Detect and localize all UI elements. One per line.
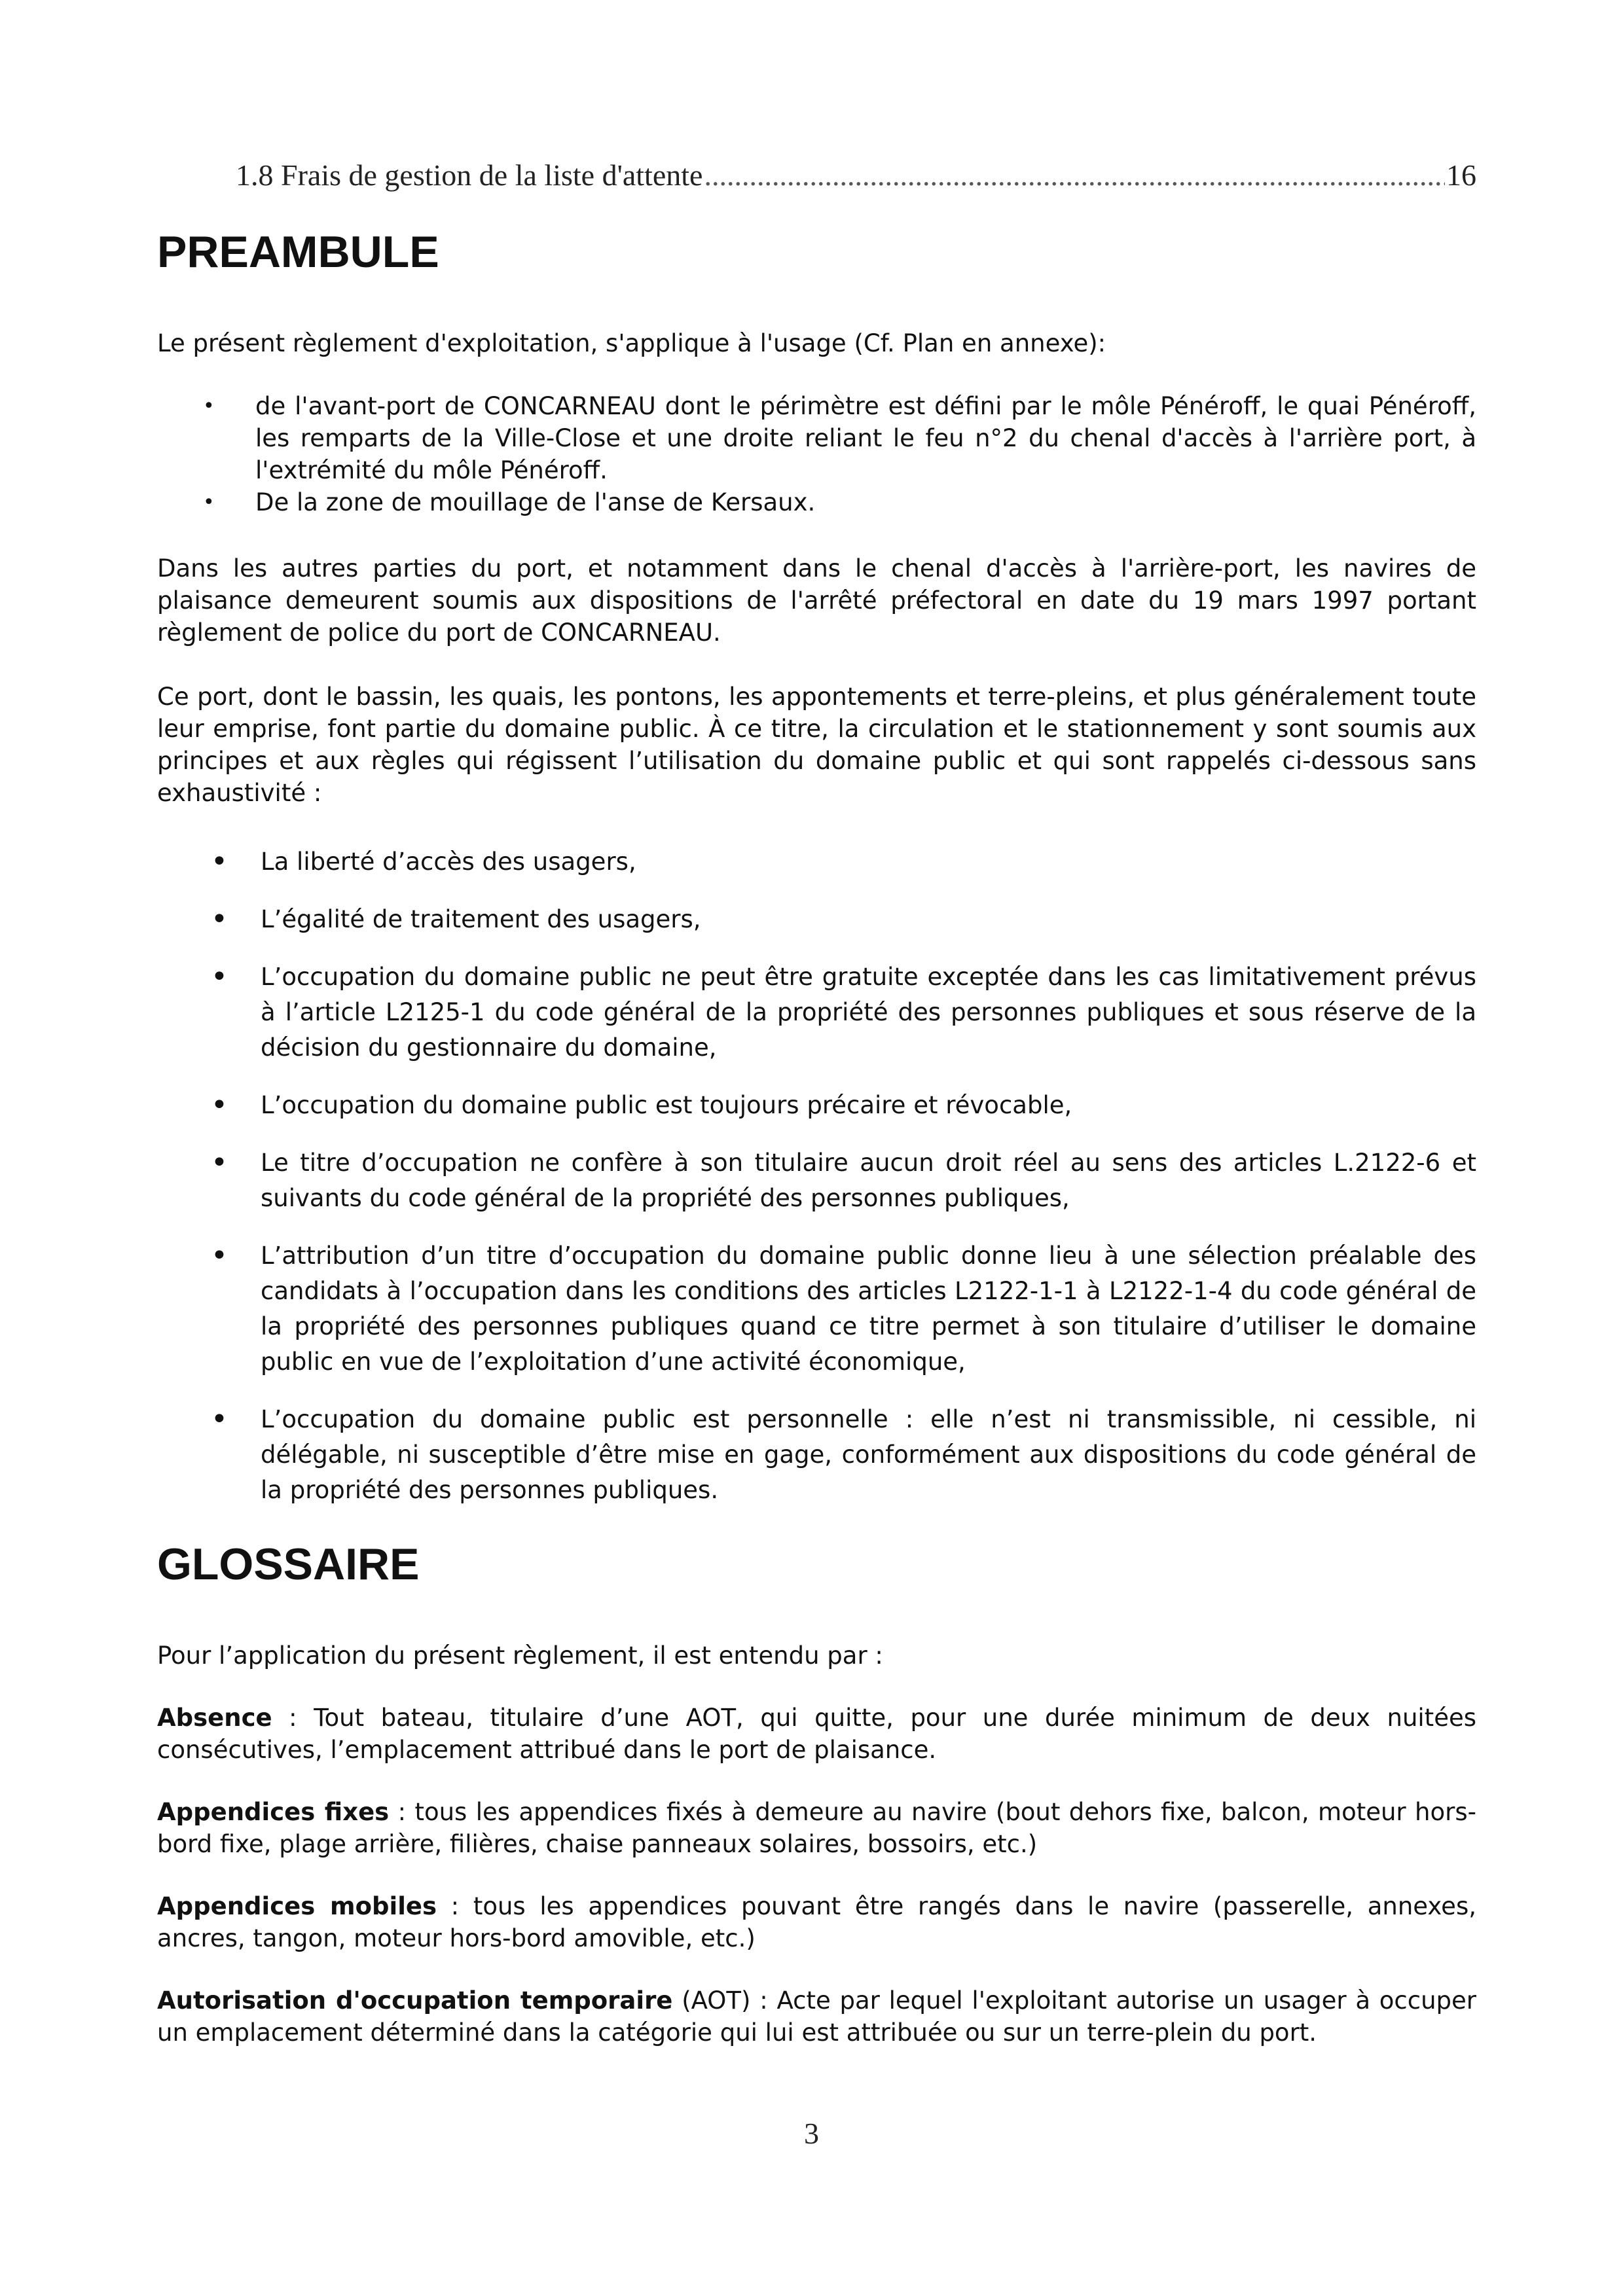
bullet-icon: • [211, 1146, 228, 1179]
bullet-icon: • [203, 491, 215, 514]
principle-item: • L’égalité de traitement des usagers, [211, 903, 701, 936]
preambule-paragraph-1: Dans les autres parties du port, et notamment dans le chenal d'accès à l'arrière-port, les navires de plaisance demeurent soumis aux dispositions de l'arrêté préfectoral en date du 19 mars 1997 portant règlement de police du port de CONCARNEAU. [157, 554, 1476, 647]
bullet-icon: • [211, 1088, 228, 1122]
principles-list [157, 844, 1476, 1508]
section-title-preambule: PREAMBULE [157, 227, 439, 277]
bullet-icon: • [211, 960, 228, 994]
principle-item: • La liberté d’accès des usagers, [211, 845, 636, 878]
preambule-paragraph-2: Ce port, dont le bassin, les quais, les pontons, les appontements et terre-pleins, et plus généralement toute leur emprise, font partie du domaine public. À ce titre, la circulation et le stationnement y sont soumis aux principes et aux règles qui régissent l’utilisation du domaine public et qui sont rappelés ci-dessous sans exhaustivité : [157, 683, 1476, 807]
glossary-definition: (AOT) : Acte par lequel l'exploitant autorise un usager à occuper un emplacement déterminé dans la catégorie qui lui est attribuée ou sur un terre-plein du port. [157, 1986, 1476, 2047]
glossary-definition: tous les appendices fixés à demeure au navire (bout dehors fixe, balcon, moteur hors-bord fixe, plage arrière, filières, chaise panneaux solaires, bossoirs, etc.) [157, 1798, 1476, 1858]
glossary-term: Autorisation d'occupation temporaire [157, 1986, 673, 2015]
principle-item: • L’occupation du domaine public est toujours précaire et révocable, [211, 1088, 1072, 1122]
glossary-entry: Absence : Tout bateau, titulaire d’une AOT, qui quitte, pour une durée minimum de deux nuitées consécutives, l’emplacement attribué dans le port de plaisance. [157, 1704, 1476, 1764]
bullet-icon: • [203, 395, 215, 418]
bullet-icon: • [211, 903, 228, 936]
glossary-term: Appendices fixes [157, 1798, 390, 1826]
scope-item: • de l'avant-port de CONCARNEAU dont le périmètre est défini par le môle Pénéroff, le quai Pénéroff, les remparts de la Ville-Close et une droite reliant le feu n°2 du chenal d'accès à l'arrière port, à l'extrémité du môle Pénéroff. [157, 390, 1476, 486]
bullet-icon: • [211, 1403, 228, 1436]
bullet-icon: • [211, 1239, 228, 1272]
glossary-term: Absence [157, 1704, 272, 1732]
page-number: 3 [804, 2117, 819, 2150]
principle-item: • L’attribution d’un titre d’occupation du domaine public donne lieu à une sélection préalable des candidats à l’occupation dans les conditions des articles L2122-1-1 à L2122-1-4 du code général de la propriété des personnes publiques quand ce titre permet à son titulaire d’utiliser le domaine public en vue de l’exploitation d’une activité économique, [211, 1239, 1476, 1376]
glossary-definition: Tout bateau, titulaire d’une AOT, qui quitte, pour une durée minimum de deux nuitées consécutives, l’emplacement attribué dans le port de plaisance. [157, 1704, 1476, 1764]
scope-item: • De la zone de mouillage de l'anse de Kersaux. [157, 486, 1476, 518]
toc-entry[interactable] [236, 156, 1476, 195]
toc-entry-label: 1.8 Frais de gestion de la liste d'attente [236, 158, 703, 192]
bullet-icon: • [211, 845, 228, 878]
glossaire-intro: Pour l’application du présent règlement, il est entendu par : [157, 1641, 883, 1670]
glossary-term: Appendices mobiles [157, 1892, 437, 1920]
glossary-entry: Appendices mobiles : tous les appendices pouvant être rangés dans le navire (passerelle, annexes, ancres, tangon, moteur hors-bord amovible, etc.) [157, 1892, 1476, 1952]
glossary-entry: Appendices fixes : tous les appendices fixés à demeure au navire (bout dehors fixe, balcon, moteur hors-bord fixe, plage arrière, filières, chaise panneaux solaires, bossoirs, etc.) [157, 1798, 1476, 1858]
glossary-definition: tous les appendices pouvant être rangés dans le navire (passerelle, annexes, ancres, tangon, moteur hors-bord amovible, etc.) [157, 1892, 1476, 1952]
scope-list [157, 390, 1476, 518]
preambule-intro: Le présent règlement d'exploitation, s'applique à l'usage (Cf. Plan en annexe): [157, 329, 1106, 357]
section-title-glossaire: GLOSSAIRE [157, 1539, 420, 1589]
toc-entry-page: 16 [1446, 158, 1476, 192]
principle-item: • Le titre d’occupation ne confère à son titulaire aucun droit réel au sens des articles L.2122-6 et suivants du code général de la propriété des personnes publiques, [211, 1146, 1476, 1212]
glossary-entry [157, 1984, 1476, 2049]
principle-item: • L’occupation du domaine public ne peut être gratuite exceptée dans les cas limitativement prévus à l’article L2125-1 du code général de la propriété des personnes publiques et sous réserve de la décision du gestionnaire du domaine, [211, 960, 1476, 1062]
toc-leader-dots [704, 156, 1445, 195]
principle-item: • L’occupation du domaine public est personnelle : elle n’est ni transmissible, ni cessible, ni délégable, ni susceptible d’être mise en gage, conformément aux dispositions du code général de la propriété des personnes publiques. [211, 1403, 1476, 1504]
